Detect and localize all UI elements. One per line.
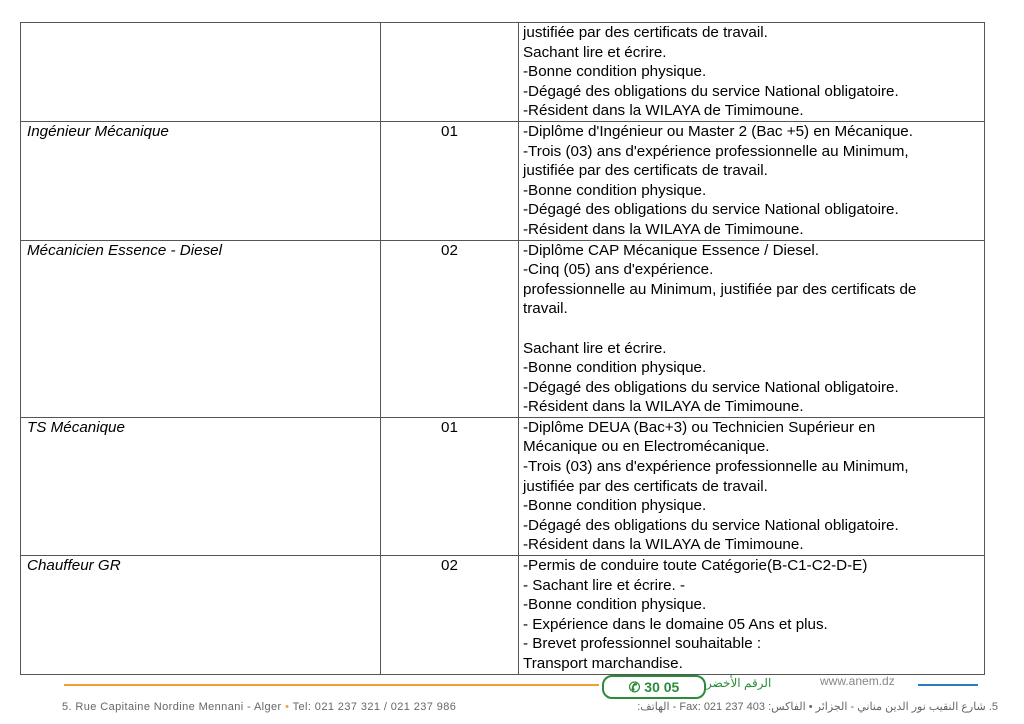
positions-count-cell: 02 xyxy=(381,556,519,675)
requirement-line: justifiée par des certificats de travail. xyxy=(523,162,768,180)
requirement-line: -Trois (03) ans d'expérience professionnelle au Minimum, xyxy=(523,142,909,160)
job-row xyxy=(21,121,985,240)
footer-rule-blue xyxy=(918,684,978,686)
green-number: 30 05 xyxy=(644,679,680,695)
positions-count-cell: 01 xyxy=(381,417,519,555)
requirement-line: -Dégagé des obligations du service National obligatoire. xyxy=(523,516,899,534)
positions-count-cell: 02 xyxy=(381,240,519,417)
requirement-line: -Résident dans la WILAYA de Timimoune. xyxy=(523,102,804,120)
requirement-line: Sachant lire et écrire. xyxy=(523,43,667,61)
green-number-badge xyxy=(602,675,706,699)
requirement-line: -Résident dans la WILAYA de Timimoune. xyxy=(523,398,804,416)
requirements-cell xyxy=(519,23,985,122)
job-title-cell xyxy=(21,23,381,122)
requirement-line: Transport marchandise. xyxy=(523,655,683,672)
requirement-line: -Permis de conduire toute Catégorie(B-C1-C2-D-E) xyxy=(523,557,868,575)
requirement-line: Mécanique ou en Electromécanique. xyxy=(523,438,770,456)
job-offers-table xyxy=(20,22,985,675)
requirements-cell xyxy=(519,240,985,417)
telephone-text: Tel: 021 237 321 / 021 237 986 xyxy=(292,701,457,713)
requirement-line: -Dégagé des obligations du service National obligatoire. xyxy=(523,378,899,396)
requirement-line: -Diplôme d'Ingénieur ou Master 2 (Bac +5) en Mécanique. xyxy=(523,122,913,140)
requirement-line: -Diplôme CAP Mécanique Essence / Diesel. xyxy=(523,241,820,259)
requirement-line: -Trois (03) ans d'expérience professionnelle au Minimum, xyxy=(523,458,909,476)
job-title-cell: Mécanicien Essence - Diesel xyxy=(21,240,381,417)
green-number-label: الرقم الأخضر xyxy=(706,676,772,690)
bullet-dot: • xyxy=(285,701,290,713)
requirement-line: justifiée par des certificats de travail. xyxy=(523,477,768,495)
requirement-line: -Résident dans la WILAYA de Timimoune. xyxy=(523,220,804,238)
requirement-line: -Bonne condition physique. xyxy=(523,359,707,377)
requirement-line: -Bonne condition physique. xyxy=(523,63,707,81)
requirement-line: justifiée par des certificats de travail. xyxy=(523,24,768,41)
requirement-line: Sachant lire et écrire. xyxy=(523,339,667,357)
requirement-line: -Dégagé des obligations du service National obligatoire. xyxy=(523,82,899,100)
requirements-cell xyxy=(519,121,985,240)
positions-count-cell: 01 xyxy=(381,121,519,240)
job-title-cell: TS Mécanique xyxy=(21,417,381,555)
requirement-line: -Bonne condition physique. xyxy=(523,596,707,614)
requirement-line: - Expérience dans le domaine 05 Ans et plus. xyxy=(523,615,828,633)
phone-icon: ✆ xyxy=(628,679,645,695)
address-french xyxy=(62,701,456,713)
job-row xyxy=(21,240,985,417)
address-fr-text: 5. Rue Capitaine Nordine Mennani - Alger xyxy=(62,701,282,713)
requirement-line: - Brevet professionnel souhaitable : xyxy=(523,635,762,653)
positions-count-cell xyxy=(381,23,519,122)
job-row xyxy=(21,23,985,122)
requirement-line: -Cinq (05) ans d'expérience. xyxy=(523,261,714,279)
footer-rule-orange xyxy=(64,684,599,686)
requirement-line: professionnelle au Minimum, justifiée par des certificats de xyxy=(523,280,917,298)
requirement-line: -Dégagé des obligations du service National obligatoire. xyxy=(523,201,899,219)
requirement-line: -Résident dans la WILAYA de Timimoune. xyxy=(523,536,804,554)
job-title-cell: Ingénieur Mécanique xyxy=(21,121,381,240)
requirement-line: -Bonne condition physique. xyxy=(523,497,707,515)
requirement-line: -Diplôme DEUA (Bac+3) ou Technicien Supérieur en xyxy=(523,418,876,436)
address-arabic: 5. شارع النقيب نور الدين مناني - الجزائر • الفاكس: 403 237 021 :Fax - الهاتف: xyxy=(637,701,998,713)
requirement-line: travail. xyxy=(523,300,568,318)
requirement-line: - Sachant lire et écrire. - xyxy=(523,576,686,594)
requirement-line xyxy=(523,319,984,339)
job-row xyxy=(21,417,985,555)
requirements-cell xyxy=(519,556,985,675)
website-text: www.anem.dz xyxy=(820,674,895,688)
job-row xyxy=(21,556,985,675)
requirements-cell xyxy=(519,417,985,555)
job-title-cell: Chauffeur GR xyxy=(21,556,381,675)
requirement-line: -Bonne condition physique. xyxy=(523,181,707,199)
job-offers-body xyxy=(21,23,985,675)
page-footer xyxy=(0,668,1024,724)
